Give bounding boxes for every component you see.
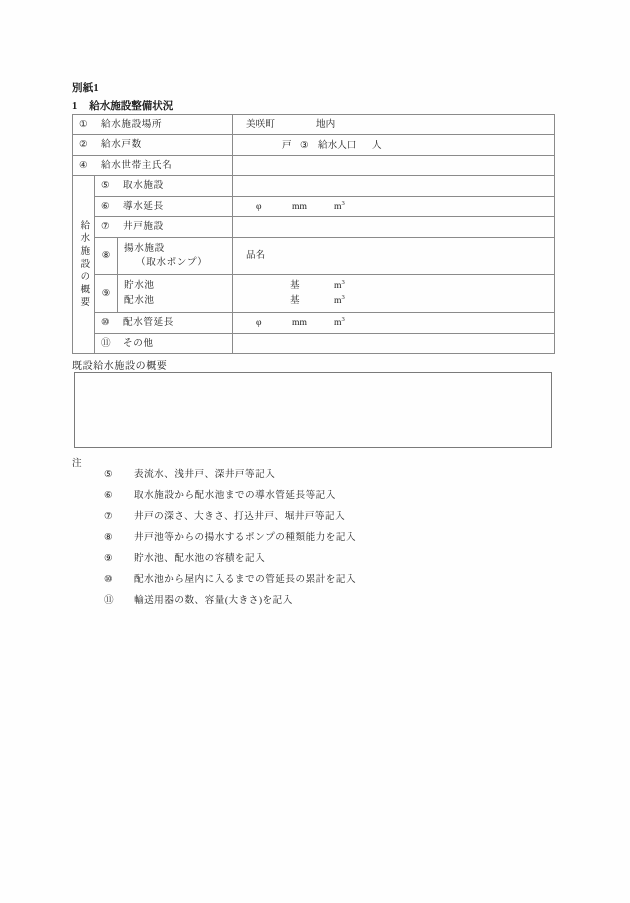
note-number: ⑪ [104,595,114,606]
row8-value-cell[interactable] [233,237,555,275]
row1-number: ① [79,119,88,130]
note-number: ⑤ [104,469,113,480]
row3-label: 給水世帯主氏名 [101,159,173,171]
row1-value-area: 地内 [316,119,336,131]
table-row-6 [73,196,555,216]
table-row-10 [73,313,555,333]
row8-label-line2: （取水ポンプ） [136,256,208,268]
row6-label-cell [95,196,233,216]
row1-label-cell [73,115,233,135]
table-row-5 [73,176,555,196]
row5-number: ⑤ [101,180,110,192]
row9-unit-ki-2: 基 [290,294,300,306]
water-supply-facility-table [72,114,555,354]
row3-number: ④ [79,159,88,171]
row5-value-cell[interactable] [233,176,555,196]
note-number: ⑧ [104,532,113,543]
note-number: ⑦ [104,511,113,522]
note-text: 貯水池、配水池の容積を記入 [134,553,266,564]
row2-label-cell [73,135,233,155]
note-item [104,554,534,575]
row11-value [233,340,554,346]
note-item [104,575,534,596]
existing-facility-textbox[interactable] [74,372,552,448]
row9-label-cell [118,275,233,313]
row6-number: ⑥ [101,200,110,212]
row2-number: ② [79,139,88,151]
row10-number: ⑩ [101,317,110,329]
note-text: 表流水、浅井戸、深井戸等記入 [134,469,276,480]
row7-value-cell[interactable] [233,217,555,237]
row10-value-cell[interactable] [233,313,555,333]
row2-unit-people: 人 [372,139,382,151]
note-text: 取水施設から配水池までの導水管延長等記入 [134,490,336,501]
row9-unit-ki-1: 基 [290,279,300,291]
note-item [104,470,534,491]
row5-value [233,183,554,189]
table-row-8 [73,237,555,275]
row8-label-cell [118,237,233,275]
row9-units-line-2 [238,294,549,309]
row2-number-3: ③ [300,139,309,151]
row9-number-cell [95,275,118,313]
notes-list [104,470,534,617]
row10-unit-mm: mm [292,317,307,329]
row2-label: 給水戸数 [101,139,142,151]
row9-unit-m3-1: $m^3$ [334,278,345,291]
note-text: 輸送用器の数、容量(大きさ)を記入 [134,595,293,606]
row11-number: ⑪ [101,337,111,349]
row5-label: 取水施設 [123,180,164,192]
table-row-11 [73,333,555,353]
rubric-vertical-cell [73,176,95,354]
row9-number: ⑨ [101,288,111,300]
row10-label: 配水管延長 [123,317,174,329]
row11-value-cell[interactable] [233,333,555,353]
section-title-text: 給水施設整備状況 [89,101,174,112]
note-text: 井戸池等からの揚水するポンプの種類能力を記入 [134,532,357,543]
notes-heading: 注 [72,458,82,469]
row7-label-cell [95,217,233,237]
row8-value-label: 品名 [246,250,266,262]
row3-value [233,163,554,169]
row2-value-cell[interactable] [233,135,555,155]
row1-value-town: 美咲町 [246,119,275,131]
note-number: ⑨ [104,553,113,564]
row9-unit-m3-2: $m^3$ [334,293,345,306]
row9-label-line1: 貯水池 [124,280,155,292]
table-row-2 [73,135,555,155]
row7-value [233,224,554,230]
row6-unit-phi: φ [256,200,262,212]
note-text: 井戸の深さ、大きさ、打込井戸、堀井戸等記入 [134,511,346,522]
row11-label: その他 [123,337,154,349]
note-text: 配水池から屋内に入るまでの管延長の累計を記入 [134,574,357,585]
row3-value-cell[interactable] [233,155,555,175]
row1-value-cell[interactable] [233,115,555,135]
table-row-7 [73,217,555,237]
row11-label-cell [95,333,233,353]
row1-label: 給水施設場所 [101,119,163,130]
row9-value-cell[interactable] [233,275,555,313]
table-row-3 [73,155,555,175]
row10-label-cell [95,313,233,333]
row10-unit-phi: φ [256,317,262,329]
rubric-vertical-label: 給水施設の概要 [78,219,90,310]
note-item [104,491,534,512]
row7-label: 井戸施設 [123,221,164,233]
note-number: ⑩ [104,574,113,585]
table-row-9 [73,275,555,313]
row9-label-line2: 配水池 [124,294,155,306]
row3-label-cell [73,155,233,175]
table-row-1 [73,115,555,135]
note-item [104,533,534,554]
row6-unit-mm: mm [292,200,307,212]
row9-units-line-1 [238,279,549,294]
row6-label: 導水延長 [123,200,164,212]
document-tag: 別紙1 [72,83,99,94]
row5-label-cell [95,176,233,196]
row6-unit-m3: $m^3$ [334,199,345,212]
note-number: ⑥ [104,490,113,501]
row8-number: ⑧ [101,250,111,262]
row2-label-population: 給水人口 [318,139,357,151]
section-number: 1 [72,101,78,112]
row8-label-line1: 揚水施設 [124,242,165,254]
note-item [104,596,534,617]
section-title [72,98,173,113]
row8-number-cell [95,237,118,275]
row10-unit-m3: $m^3$ [334,316,345,329]
row2-unit-households: 戸 [282,139,292,151]
row7-number: ⑦ [101,221,110,233]
existing-facility-title: 既設給水施設の概要 [72,361,168,372]
note-item [104,512,534,533]
row6-value-cell[interactable] [233,196,555,216]
